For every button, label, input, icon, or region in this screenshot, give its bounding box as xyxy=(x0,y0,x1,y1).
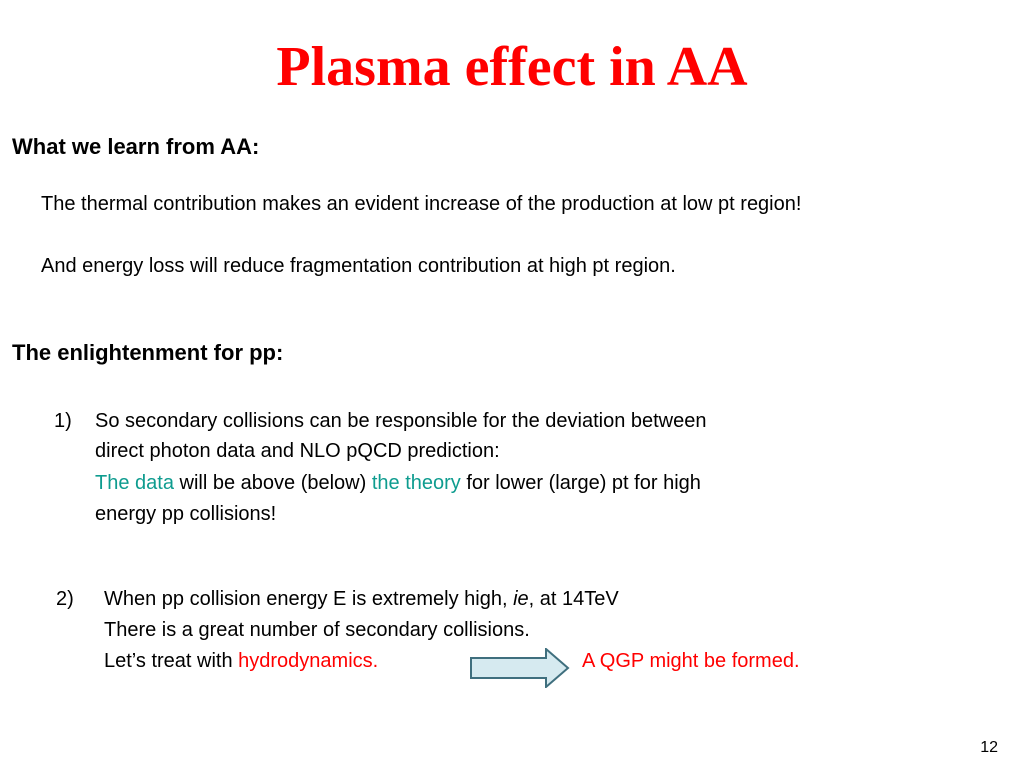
item1-line2: direct photon data and NLO pQCD prediction: xyxy=(95,440,500,462)
item2-line1-text-a: When pp collision energy E is extremely high, xyxy=(104,588,514,610)
item2-ie: ie xyxy=(513,588,529,610)
item2-line1-text-b: , at 14TeV xyxy=(528,588,619,610)
page-number: 12 xyxy=(980,739,998,756)
pp-heading: The enlightenment for pp: xyxy=(12,340,284,365)
item1-line4: energy pp collisions! xyxy=(95,503,277,525)
item2-line3 xyxy=(104,646,378,676)
item2-line2: There is a great number of secondary collisions. xyxy=(104,619,530,641)
qgp-conclusion: A QGP might be formed. xyxy=(582,650,800,672)
item2-hydrodynamics: hydrodynamics. xyxy=(238,650,379,672)
item1-line3-text-a: will be above (below) xyxy=(173,472,372,494)
right-arrow-icon xyxy=(470,648,570,688)
item1-line1: So secondary collisions can be responsible for the deviation between xyxy=(95,410,707,432)
item2-line1 xyxy=(104,584,619,614)
slide-title: Plasma effect in AA xyxy=(276,36,748,98)
aa-paragraph-1: The thermal contribution makes an evident increase of the production at low pt region! xyxy=(41,193,802,215)
aa-paragraph-2: And energy loss will reduce fragmentation contribution at high pt region. xyxy=(41,255,676,277)
item1-line3 xyxy=(95,468,701,498)
aa-heading: What we learn from AA: xyxy=(12,134,260,159)
item1-line3-text-b: for lower (large) pt for high xyxy=(460,472,701,494)
item1-the-theory: the theory xyxy=(371,472,461,494)
item1-the-data: The data xyxy=(95,472,174,494)
item1-number: 1) xyxy=(54,410,72,432)
item2-number: 2) xyxy=(56,588,74,610)
item2-line3-text: Let’s treat with xyxy=(104,650,239,672)
